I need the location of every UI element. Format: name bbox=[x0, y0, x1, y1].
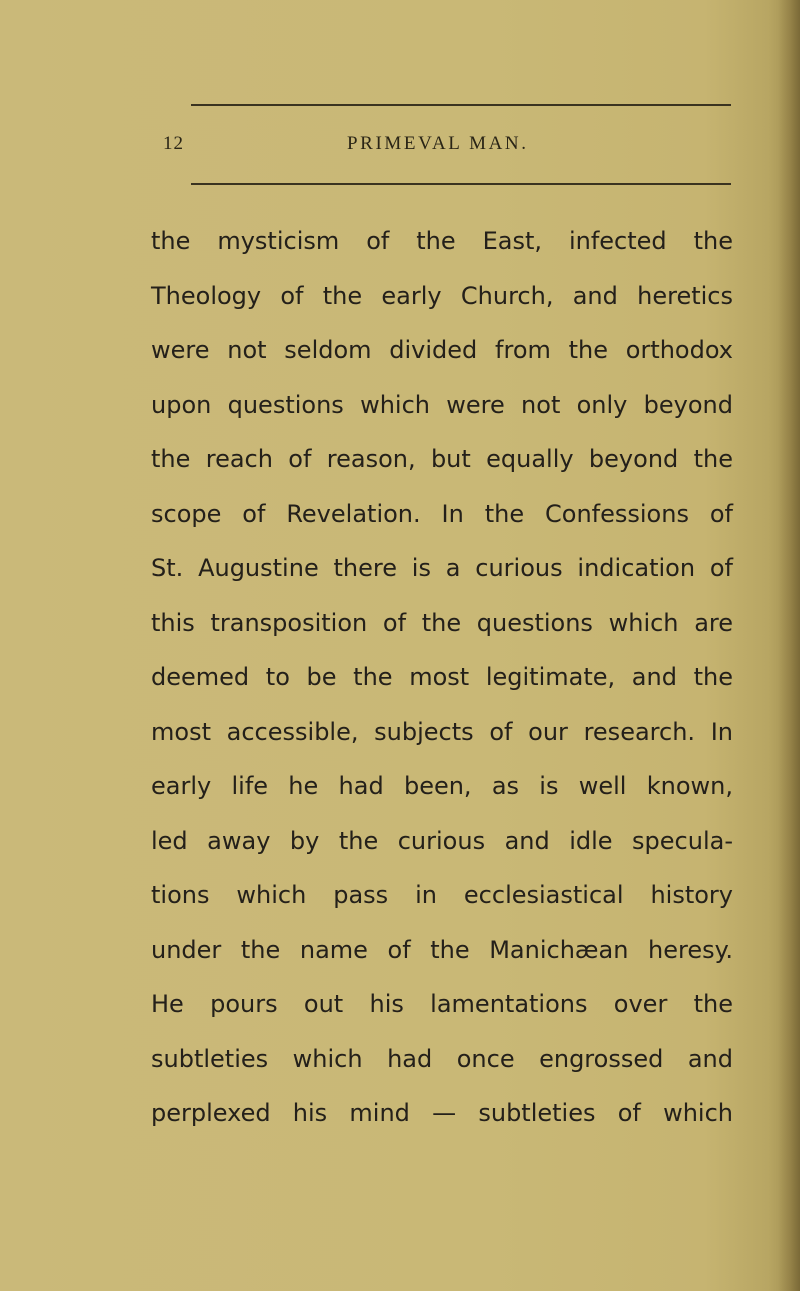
text-line: St. Augustine there is a curious indication of bbox=[151, 554, 733, 582]
text-line: tions which pass in ecclesiastical history bbox=[151, 881, 733, 909]
page-edge-shadow bbox=[778, 0, 800, 1291]
text-line: deemed to be the most legitimate, and the bbox=[151, 663, 733, 691]
text-line: early life he had been, as is well known, bbox=[151, 772, 733, 800]
text-line: the mysticism of the East, infected the bbox=[151, 227, 733, 255]
text-line: most accessible, subjects of our research. In bbox=[151, 717, 733, 746]
running-title: PRIMEVAL MAN. bbox=[347, 133, 529, 154]
header-bottom-rule bbox=[191, 183, 731, 185]
body-text bbox=[151, 219, 733, 1146]
text-line: led away by the curious and idle specula- bbox=[151, 826, 733, 855]
header-top-rule bbox=[191, 104, 731, 106]
text-line: subtleties which had once engrossed and bbox=[151, 1044, 733, 1073]
text-line: Theology of the early Church, and heretics bbox=[151, 281, 733, 310]
text-line: perplexed his mind — subtleties of which bbox=[151, 1099, 733, 1127]
text-line: He pours out his lamentations over the bbox=[151, 990, 733, 1018]
page-number: 12 bbox=[163, 133, 184, 154]
text-line: upon questions which were not only beyond bbox=[151, 390, 733, 419]
text-line: this transposition of the questions which are bbox=[151, 608, 733, 637]
text-line: the reach of reason, but equally beyond the bbox=[151, 445, 733, 473]
text-line: scope of Revelation. In the Confessions of bbox=[151, 499, 733, 528]
text-line: were not seldom divided from the orthodox bbox=[151, 336, 733, 364]
text-line: under the name of the Manichæan heresy. bbox=[151, 935, 733, 964]
